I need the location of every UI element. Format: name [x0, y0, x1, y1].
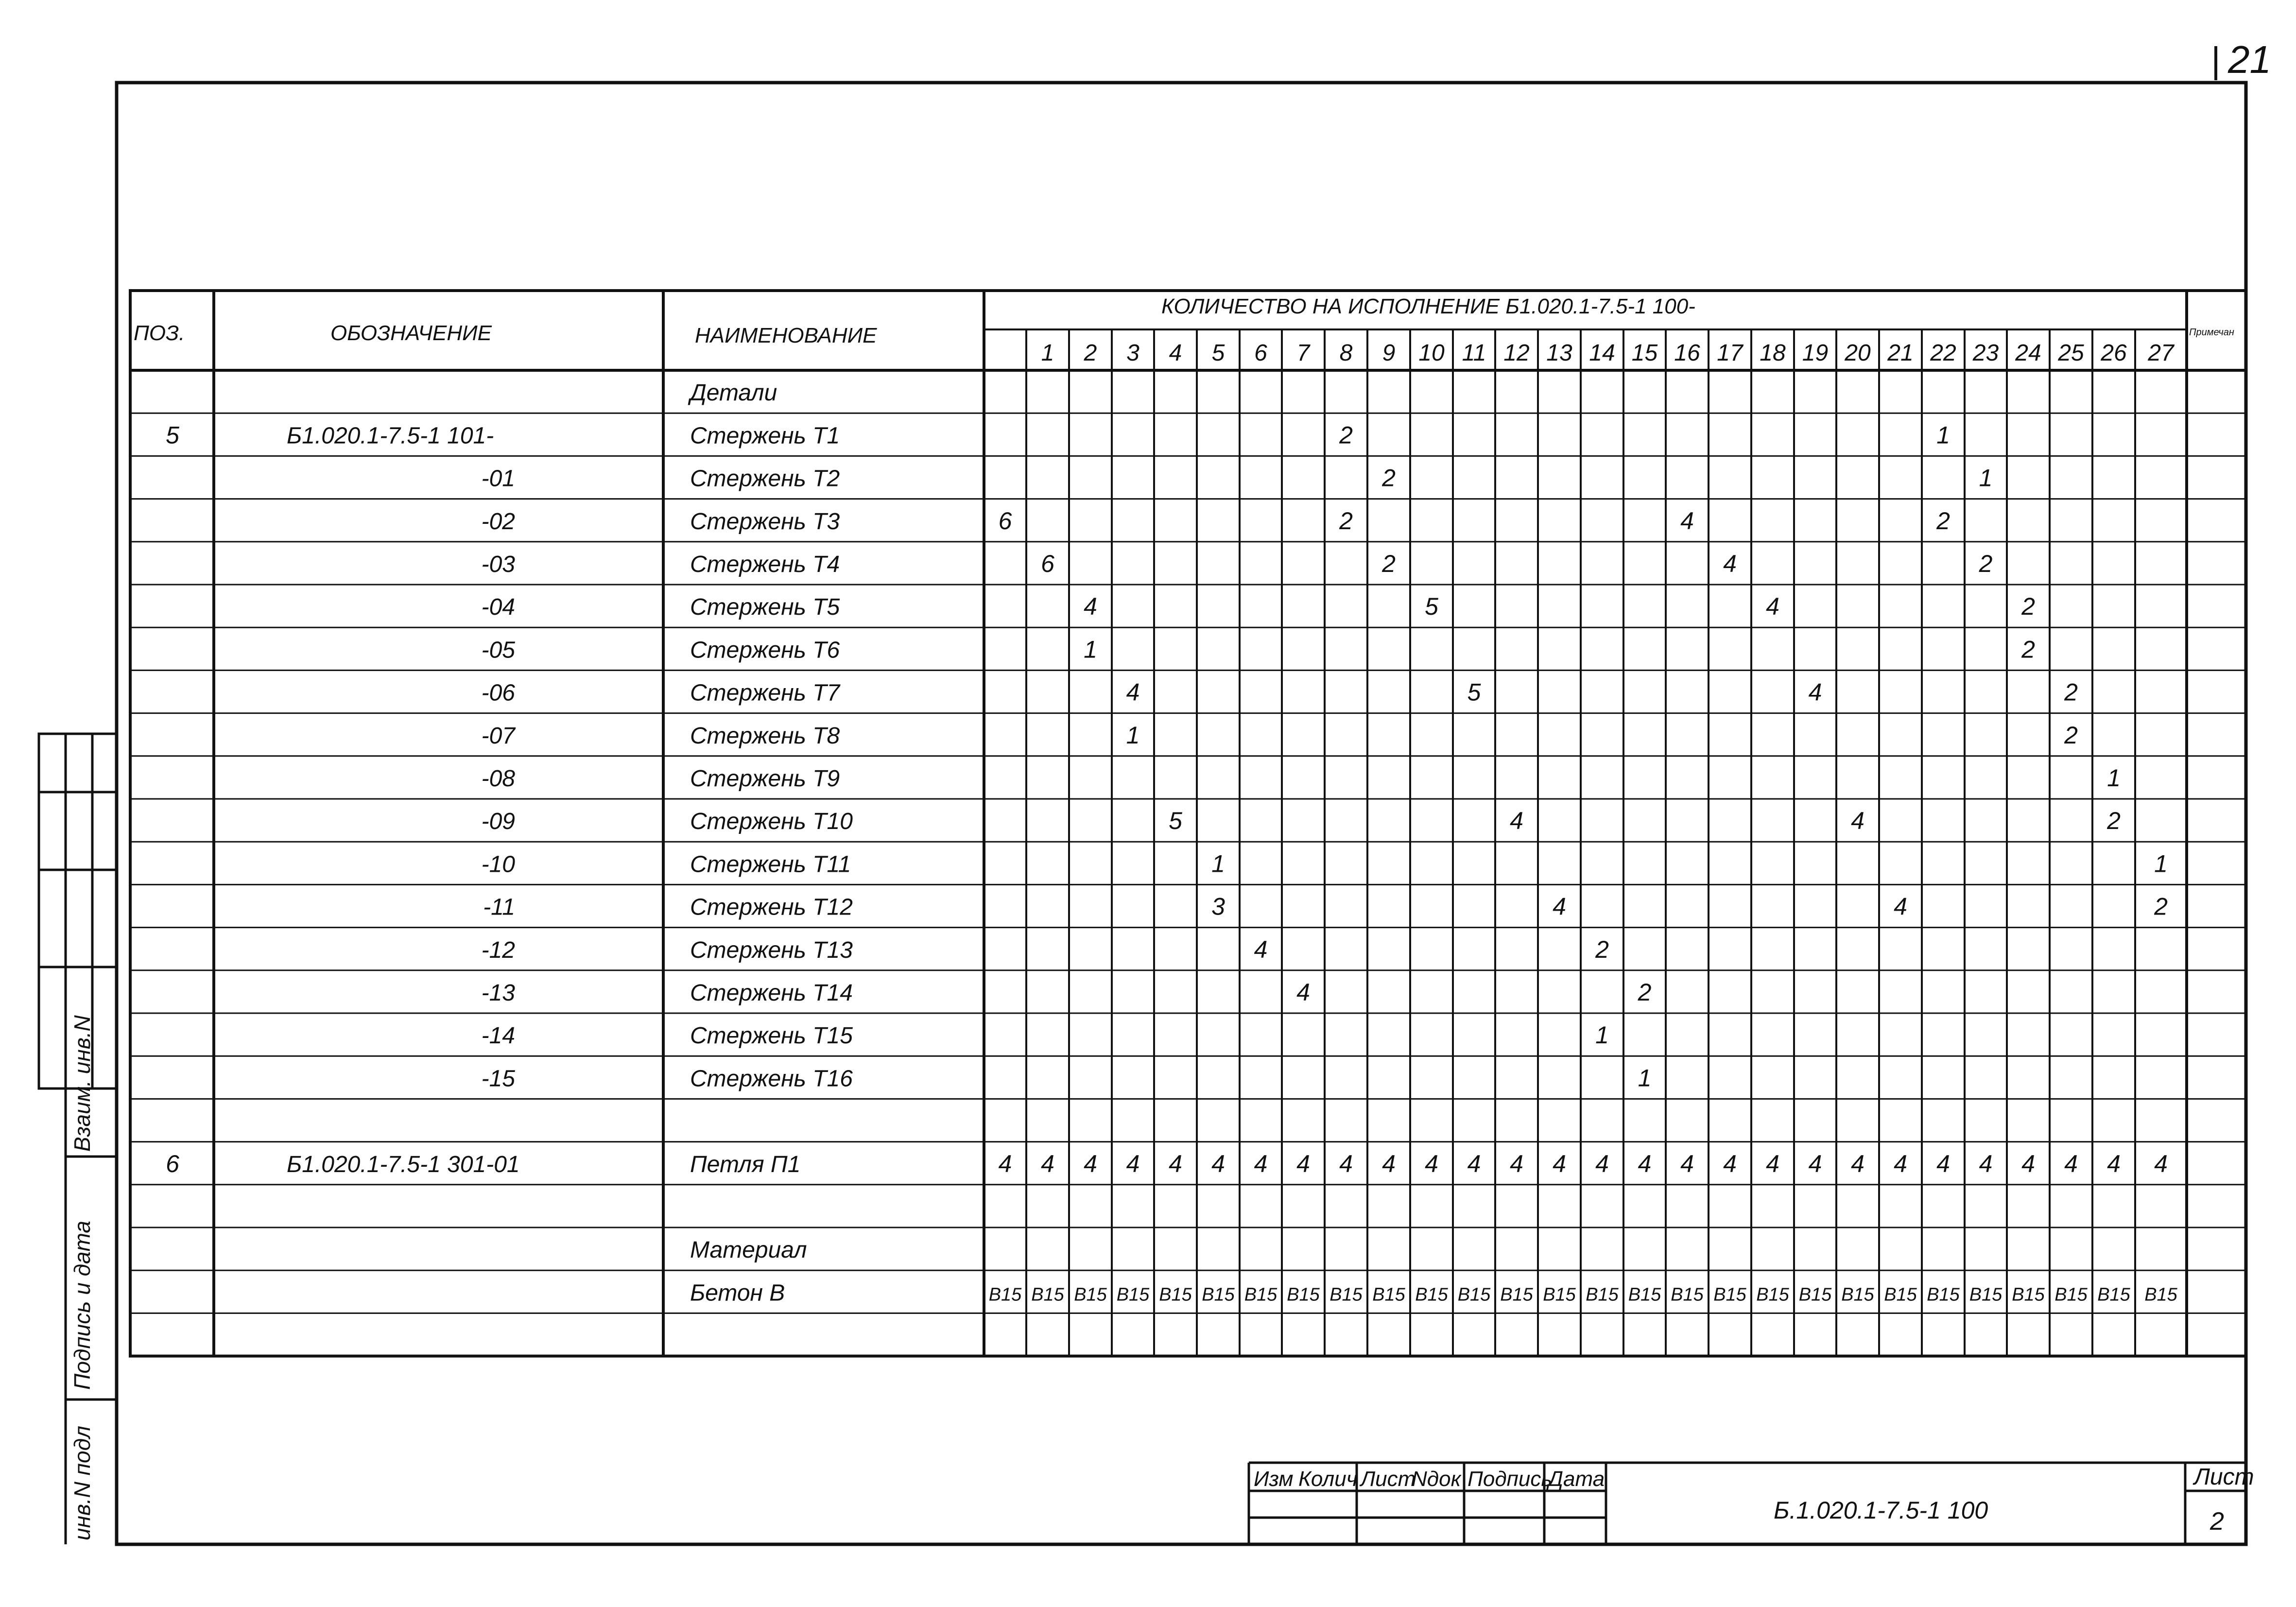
- quantity-cell: 4: [1595, 1150, 1609, 1177]
- quantity-cell: 1: [2107, 764, 2121, 792]
- quantity-cell: 1: [1638, 1064, 1652, 1092]
- quantity-cell: 4: [1254, 1150, 1268, 1177]
- row-designation: -02: [481, 508, 515, 535]
- column-header: 16: [1674, 340, 1700, 366]
- quantity-cell: 4: [2064, 1150, 2078, 1177]
- quantity-cell: 5: [1425, 593, 1438, 621]
- quantity-cell: 2: [1979, 550, 1993, 577]
- column-header: 1: [1041, 340, 1054, 366]
- row-designation: -04: [481, 594, 515, 621]
- row-name: Стержень Т13: [690, 937, 853, 963]
- row-designation: Б1.020.1-7.5-1 101-: [287, 423, 494, 449]
- column-header: 6: [1254, 340, 1267, 366]
- quantity-cell: 4: [1766, 1150, 1779, 1177]
- row-name: Стержень Т10: [690, 809, 853, 835]
- quantity-cell: В15: [1500, 1284, 1533, 1305]
- quantity-cell: 4: [1126, 1150, 1140, 1177]
- quantity-cell: В15: [1543, 1284, 1576, 1305]
- row-designation: -05: [481, 637, 515, 663]
- row-name: Материал: [690, 1237, 807, 1263]
- stamp-label-interchange: Взаим. инв.N: [69, 1015, 95, 1152]
- column-header: 27: [2148, 340, 2174, 366]
- quantity-cell: В15: [1884, 1284, 1917, 1305]
- quantity-cell: 4: [1936, 1150, 1950, 1177]
- column-header: 15: [1631, 340, 1658, 366]
- column-header: 17: [1717, 340, 1743, 366]
- column-header: 11: [1462, 340, 1486, 366]
- row-designation: -15: [481, 1066, 515, 1092]
- quantity-cell: 4: [1510, 807, 1523, 835]
- column-header: 10: [1418, 340, 1445, 366]
- quantity-cell: 4: [1296, 979, 1310, 1006]
- row-name: Стержень Т12: [690, 894, 853, 920]
- quantity-cell: 1: [1084, 636, 1097, 663]
- quantity-cell: 4: [998, 1150, 1012, 1177]
- quantity-cell: 4: [1851, 807, 1864, 835]
- quantity-cell: 4: [1254, 935, 1268, 963]
- row-designation: -09: [481, 809, 515, 835]
- row-designation: Б1.020.1-7.5-1 301-01: [287, 1151, 520, 1177]
- quantity-cell: 2: [1936, 507, 1950, 535]
- quantity-cell: 4: [1766, 593, 1779, 621]
- row-designation: -13: [481, 980, 515, 1006]
- column-header: 7: [1296, 340, 1310, 366]
- quantity-cell: В15: [1031, 1284, 1064, 1305]
- quantity-cell: 2: [2107, 807, 2121, 835]
- quantity-cell: 4: [2154, 1150, 2168, 1177]
- column-header: 2: [1084, 340, 1097, 366]
- quantity-cell: В15: [1415, 1284, 1448, 1305]
- quantity-cell: 4: [1680, 507, 1694, 535]
- quantity-cell: 4: [1382, 1150, 1396, 1177]
- row-designation: -07: [481, 723, 515, 749]
- quantity-cell: 1: [1936, 421, 1950, 449]
- quantity-cell: В15: [1372, 1284, 1405, 1305]
- quantity-cell: 2: [1638, 979, 1652, 1006]
- quantity-cell: 2: [2064, 721, 2078, 749]
- row-name: Стержень Т4: [690, 552, 840, 577]
- quantity-cell: 2: [1339, 421, 1353, 449]
- quantity-cell: В15: [1969, 1284, 2003, 1305]
- table-border: [130, 291, 2246, 1356]
- title-label-date: Дата: [1548, 1467, 1605, 1491]
- quantity-cell: 1: [1126, 721, 1140, 749]
- quantity-cell: 2: [1595, 935, 1609, 963]
- row-designation: -06: [481, 680, 515, 706]
- column-header: 21: [1887, 340, 1914, 366]
- column-header: 8: [1339, 340, 1353, 366]
- row-name: Стержень Т3: [690, 508, 840, 535]
- row-designation: -11: [483, 894, 515, 920]
- quantity-cell: 4: [1467, 1150, 1481, 1177]
- quantity-cell: В15: [1457, 1284, 1491, 1305]
- quantity-cell: 4: [1851, 1150, 1864, 1177]
- column-header: 19: [1802, 340, 1829, 366]
- column-header: 5: [1211, 340, 1225, 366]
- row-designation: -08: [481, 766, 515, 792]
- corner-sheet-number: 21: [2228, 38, 2271, 81]
- quantity-cell: 1: [1211, 850, 1225, 878]
- quantity-cell: 3: [1211, 893, 1225, 920]
- quantity-cell: 2: [2021, 636, 2035, 663]
- row-name: Стержень Т7: [690, 680, 840, 706]
- quantity-cell: 4: [2021, 1150, 2035, 1177]
- quantity-cell: 4: [1894, 893, 1907, 920]
- quantity-cell: В15: [1202, 1284, 1235, 1305]
- quantity-cell: В15: [1586, 1284, 1619, 1305]
- quantity-cell: В15: [1244, 1284, 1277, 1305]
- column-header: 26: [2101, 340, 2127, 366]
- quantity-cell: 2: [1382, 464, 1396, 492]
- quantity-cell: 4: [1723, 1150, 1737, 1177]
- column-header: 9: [1382, 340, 1396, 366]
- quantity-cell: В15: [1841, 1284, 1874, 1305]
- quantity-cell: В15: [1159, 1284, 1192, 1305]
- row-designation: -14: [481, 1023, 515, 1049]
- title-label-doc-number: Nдок: [1412, 1467, 1461, 1491]
- row-name: Стержень Т6: [690, 637, 840, 663]
- quantity-cell: В15: [988, 1284, 1022, 1305]
- quantity-cell: 2: [2154, 893, 2168, 920]
- column-header: 18: [1760, 340, 1786, 366]
- specification-table: [130, 291, 2246, 1356]
- quantity-cell: 4: [1211, 1150, 1225, 1177]
- row-name: Стержень Т16: [690, 1066, 853, 1092]
- row-name: Стержень Т5: [690, 594, 840, 621]
- quantity-cell: В15: [1671, 1284, 1704, 1305]
- row-name: Стержень Т1: [690, 423, 840, 449]
- quantity-cell: В15: [2054, 1284, 2088, 1305]
- quantity-cell: В15: [1628, 1284, 1661, 1305]
- column-header: 4: [1169, 340, 1182, 366]
- quantity-cell: В15: [1287, 1284, 1320, 1305]
- sheet-number: 2: [2210, 1507, 2224, 1536]
- title-label-signature: Подпись: [1467, 1467, 1553, 1491]
- column-header: 25: [2058, 340, 2084, 366]
- quantity-cell: 4: [1894, 1150, 1907, 1177]
- stamp-label-original-inventory: инв.N подл: [69, 1426, 95, 1540]
- quantity-cell: 2: [2064, 678, 2078, 706]
- quantity-cell: В15: [1074, 1284, 1107, 1305]
- title-label-quantity: Колич: [1298, 1467, 1358, 1491]
- header-note: Примечан: [2189, 327, 2234, 338]
- row-pos: 5: [166, 421, 179, 449]
- quantity-cell: 4: [1723, 550, 1737, 577]
- quantity-cell: 5: [1169, 807, 1182, 835]
- row-name: Стержень Т14: [690, 980, 853, 1006]
- column-header: 23: [1972, 340, 1999, 366]
- row-designation: -01: [481, 466, 515, 492]
- header-designation: ОБОЗНАЧЕНИЕ: [330, 321, 492, 345]
- quantity-cell: 2: [2021, 593, 2035, 621]
- quantity-cell: 4: [1084, 1150, 1097, 1177]
- row-name: Стержень Т15: [690, 1023, 853, 1049]
- quantity-cell: 4: [1680, 1150, 1694, 1177]
- quantity-cell: 4: [2107, 1150, 2121, 1177]
- quantity-cell: В15: [2012, 1284, 2045, 1305]
- quantity-cell: 6: [1041, 550, 1054, 577]
- quantity-cell: 4: [1553, 893, 1566, 920]
- quantity-cell: 1: [1979, 464, 1993, 492]
- quantity-cell: 4: [1979, 1150, 1993, 1177]
- quantity-cell: В15: [1927, 1284, 1960, 1305]
- row-name: Стержень Т8: [690, 723, 840, 749]
- quantity-cell: В15: [2144, 1284, 2177, 1305]
- quantity-cell: 5: [1467, 678, 1481, 706]
- quantity-cell: 4: [1126, 678, 1140, 706]
- quantity-cell: В15: [1756, 1284, 1789, 1305]
- stamp-label-signature-date: Подпись и дата: [69, 1221, 95, 1390]
- quantity-cell: 6: [998, 507, 1012, 535]
- column-header: 12: [1503, 340, 1530, 366]
- column-header: 20: [1845, 340, 1871, 366]
- title-label-sheet: Лист: [1361, 1467, 1416, 1491]
- row-name: Петля П1: [690, 1151, 801, 1177]
- quantity-cell: 4: [1425, 1150, 1438, 1177]
- quantity-cell: В15: [1713, 1284, 1746, 1305]
- quantity-cell: 4: [1084, 593, 1097, 621]
- row-designation: -12: [481, 937, 515, 963]
- column-header: 3: [1126, 340, 1139, 366]
- quantity-cell: 4: [1339, 1150, 1353, 1177]
- quantity-cell: 2: [1382, 550, 1396, 577]
- quantity-cell: 1: [2154, 850, 2168, 878]
- header-pos: ПОЗ.: [134, 321, 185, 345]
- quantity-cell: 2: [1339, 507, 1353, 535]
- quantity-cell: 4: [1638, 1150, 1652, 1177]
- row-name: Детали: [690, 380, 777, 406]
- header-quantity-title: КОЛИЧЕСТВО НА ИСПОЛНЕНИЕ Б1.020.1-7.5-1 100-: [1161, 294, 1695, 318]
- quantity-cell: В15: [1798, 1284, 1832, 1305]
- row-pos: 6: [166, 1150, 179, 1177]
- quantity-cell: 4: [1553, 1150, 1566, 1177]
- quantity-cell: 1: [1595, 1021, 1609, 1049]
- row-designation: -10: [481, 851, 515, 878]
- quantity-cell: 4: [1296, 1150, 1310, 1177]
- title-label-change: Изм: [1254, 1467, 1294, 1491]
- document-code: Б.1.020.1-7.5-1 100: [1774, 1497, 1988, 1524]
- quantity-cell: 4: [1041, 1150, 1054, 1177]
- quantity-cell: 4: [1510, 1150, 1523, 1177]
- column-header: 14: [1589, 340, 1615, 366]
- row-name: Стержень Т2: [690, 466, 840, 492]
- header-name: НАИМЕНОВАНИЕ: [695, 324, 877, 347]
- quantity-cell: 4: [1808, 678, 1822, 706]
- row-name: Стержень Т9: [690, 766, 840, 792]
- row-name: Бетон В: [690, 1280, 785, 1306]
- column-header: 22: [1930, 340, 1956, 366]
- column-header: 24: [2015, 340, 2041, 366]
- quantity-cell: В15: [1329, 1284, 1363, 1305]
- row-name: Стержень Т11: [690, 851, 851, 878]
- row-designation: -03: [481, 552, 515, 577]
- column-header: 13: [1546, 340, 1572, 366]
- quantity-cell: 4: [1169, 1150, 1182, 1177]
- quantity-cell: В15: [2097, 1284, 2130, 1305]
- quantity-cell: 4: [1808, 1150, 1822, 1177]
- sheet-label: Лист: [2194, 1464, 2254, 1490]
- quantity-cell: В15: [1116, 1284, 1150, 1305]
